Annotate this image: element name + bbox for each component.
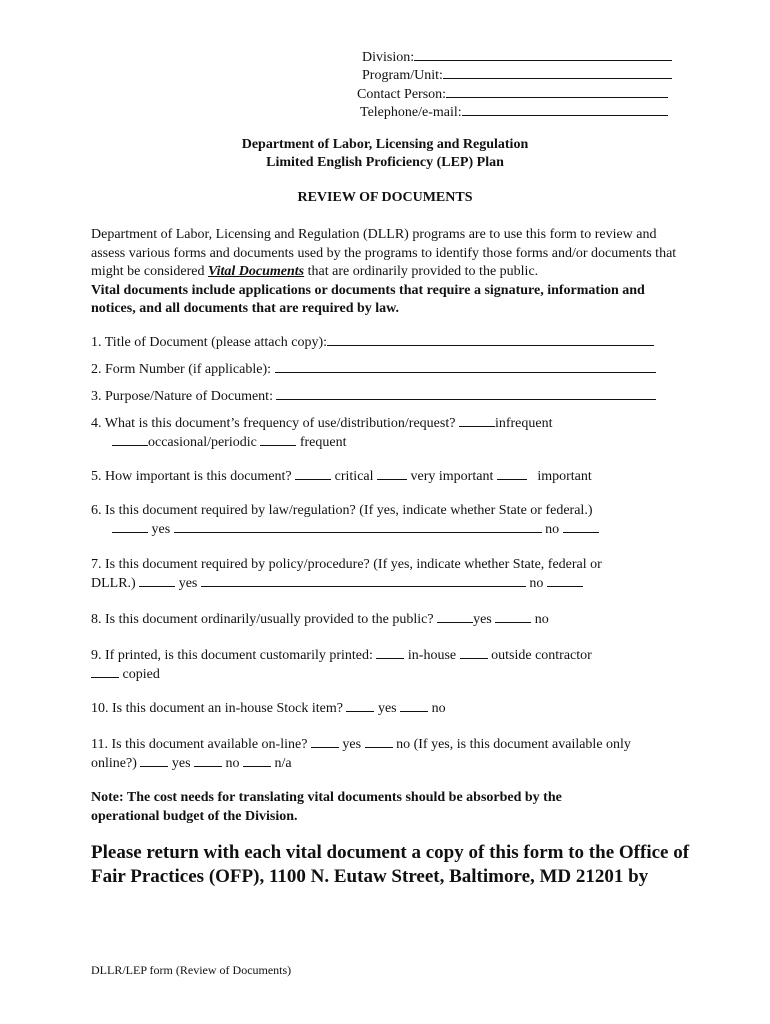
question-6: 6. Is this document required by law/regulation? (If yes, indicate whether State or federal.) yes no (91, 502, 599, 539)
program-unit-field[interactable] (362, 65, 672, 85)
department-title: Department of Labor, Licensing and Regulation (241, 137, 529, 152)
question-5: 5. How important is this document? critical very important important (91, 469, 592, 484)
form-footer: DLLR/LEP form (Review of Documents) (91, 963, 292, 977)
policy-no-blank[interactable] (547, 574, 583, 587)
intro-text-2: that are ordinarily provided to the public. (304, 264, 539, 279)
telephone-email-line[interactable] (462, 102, 668, 116)
law-detail-blank[interactable] (174, 520, 542, 533)
contact-person-line[interactable] (446, 84, 668, 98)
important-blank[interactable] (497, 467, 527, 480)
division-field[interactable] (362, 47, 672, 67)
form-number-input[interactable] (275, 360, 656, 373)
question-1: 1. Title of Document (please attach copy): (91, 333, 654, 352)
question-2: 2. Form Number (if applicable): (91, 360, 656, 379)
policy-yes-blank[interactable] (139, 574, 175, 587)
outside-contractor-blank[interactable] (460, 646, 488, 659)
policy-detail-blank[interactable] (201, 574, 526, 587)
telephone-email-label: Telephone/e-mail: (360, 105, 462, 120)
title-of-document-input[interactable] (327, 333, 654, 346)
division-label: Division: (362, 50, 415, 65)
cost-note: Note: The cost needs for translating vital documents should be absorbed by the operational budget of the Division. (91, 790, 562, 824)
infrequent-blank[interactable] (459, 414, 495, 427)
question-9: 9. If printed, is this document customarily printed: in-house outside contractor copied (91, 648, 592, 682)
public-yes-blank[interactable] (437, 610, 473, 623)
stock-yes-blank[interactable] (346, 699, 374, 712)
division-line[interactable] (414, 47, 672, 61)
copied-blank[interactable] (91, 665, 119, 678)
frequent-blank[interactable] (260, 433, 296, 446)
intro-paragraph (91, 226, 691, 319)
program-unit-label: Program/Unit: (362, 68, 443, 83)
program-unit-line[interactable] (443, 65, 672, 79)
occasional-blank[interactable] (112, 433, 148, 446)
stock-no-blank[interactable] (400, 699, 428, 712)
intro-text-1: Department of Labor, Licensing and Regulation (DLLR) programs are to use this form to review and assess various forms and documents used by the programs to identify those forms and/or documents that might be considered (91, 227, 677, 279)
question-7: 7. Is this document required by policy/procedure? (If yes, indicate whether State, federal or DLLR.) yes no (91, 557, 602, 591)
critical-blank[interactable] (295, 467, 331, 480)
return-instructions: Please return with each vital document a copy of this form to the Office of Fair Practices (OFP), 1100 N. Eutaw Street, Baltimore, MD 21201 by (91, 842, 690, 887)
law-yes-blank[interactable] (112, 520, 148, 533)
online-only-no-blank[interactable] (194, 754, 222, 767)
question-10: 10. Is this document an in-house Stock item? yes no (91, 701, 446, 716)
telephone-email-field[interactable] (360, 102, 668, 122)
question-8: 8. Is this document ordinarily/usually provided to the public? yes no (91, 612, 549, 627)
vital-documents-term: Vital Documents (208, 264, 305, 279)
online-yes-blank[interactable] (311, 735, 339, 748)
public-no-blank[interactable] (495, 610, 531, 623)
plan-title: Limited English Proficiency (LEP) Plan (266, 155, 504, 170)
contact-person-field[interactable] (357, 84, 668, 104)
inhouse-blank[interactable] (376, 646, 404, 659)
online-only-na-blank[interactable] (243, 754, 271, 767)
question-11: 11. Is this document available on-line? yes no (If yes, is this document available only online?) yes no n/a (91, 737, 631, 771)
contact-person-label: Contact Person: (357, 87, 447, 102)
online-only-yes-blank[interactable] (140, 754, 168, 767)
law-no-blank[interactable] (563, 520, 599, 533)
section-title: REVIEW OF DOCUMENTS (297, 190, 473, 205)
intro-bold-text: Vital documents include applications or documents that require a signature, information and notices, and all documents that are required by law. (91, 282, 645, 316)
question-4: 4. What is this document’s frequency of use/distribution/request? infrequent occasional/periodic frequent (91, 416, 553, 450)
purpose-input[interactable] (276, 387, 656, 400)
question-3: 3. Purpose/Nature of Document: (91, 387, 656, 406)
online-no-blank[interactable] (365, 735, 393, 748)
very-important-blank[interactable] (377, 467, 407, 480)
